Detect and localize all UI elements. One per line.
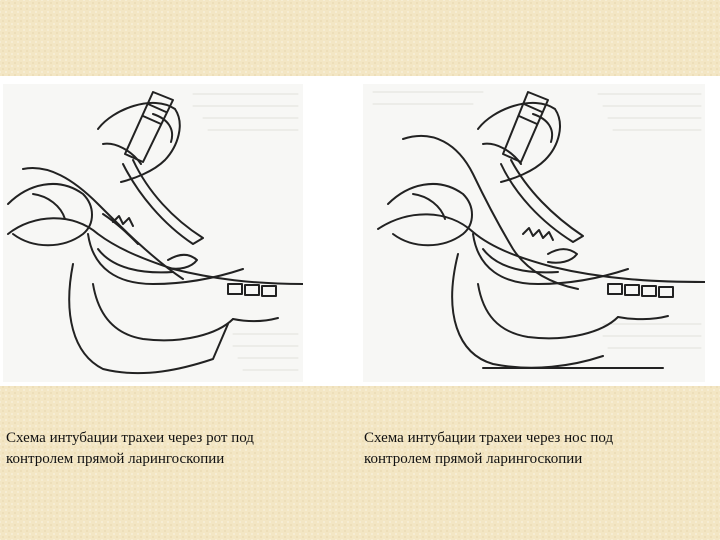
- nasal-intubation-illustration: [363, 84, 705, 382]
- caption-nasal-intubation: Схема интубации трахеи через нос под контролем прямой ларингоскопии: [364, 430, 614, 467]
- oral-intubation-illustration: [3, 84, 303, 382]
- caption-oral-intubation: Схема интубации трахеи через рот под контролем прямой ларингоскопии: [6, 430, 254, 467]
